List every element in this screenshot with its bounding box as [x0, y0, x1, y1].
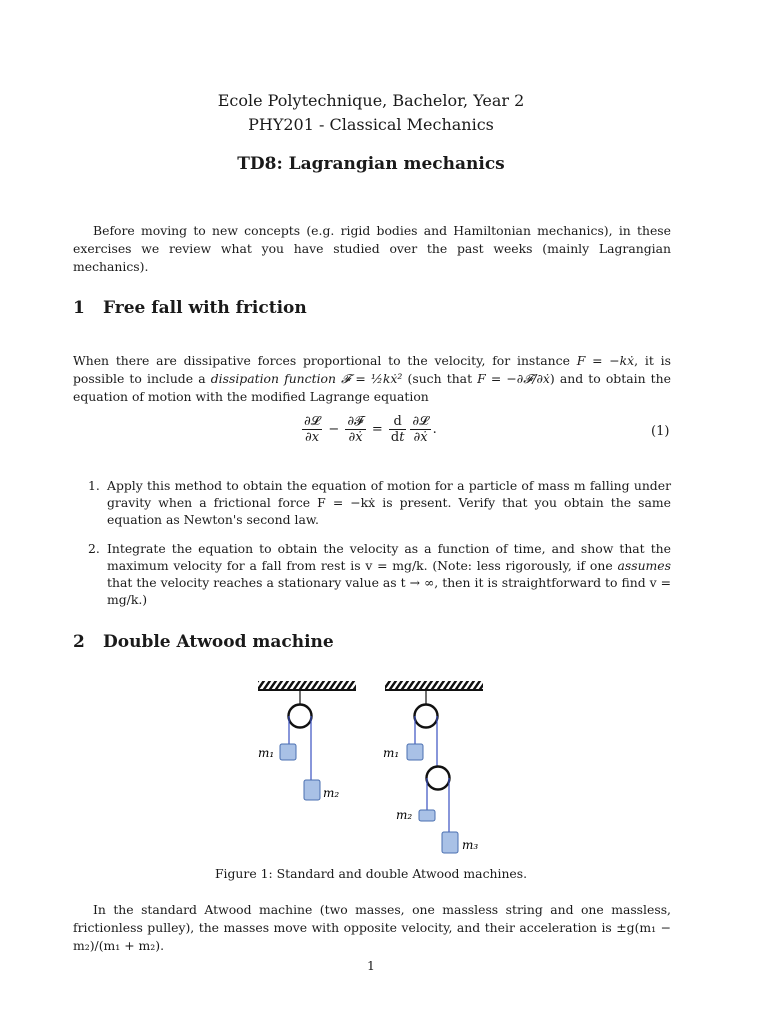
intro-paragraph: Before moving to new concepts (e.g. rigid bodies and Hamiltonian mechanics), in these exercises we review what you have studied over the past weeks (mainly Lagrangian mechanics). — [73, 223, 671, 274]
force-relation: F = −∂𝓕/∂ẋ — [477, 371, 550, 386]
section-1-title: Free fall with friction — [103, 298, 307, 318]
text-run: ) and to obtain the equation of motion with the modified Lagrange equation — [73, 371, 671, 404]
standard-atwood-machine — [258, 681, 356, 800]
pulley — [289, 705, 312, 728]
atwood-figure — [0, 670, 768, 870]
equation-number: (1) — [651, 424, 670, 439]
text-run: (such that — [402, 371, 478, 386]
list-item-number: 1. — [88, 478, 100, 493]
mass-m3 — [442, 832, 458, 853]
text-run: , it is possible to include a — [73, 353, 671, 386]
section-2-paragraph: In the standard Atwood machine (two masses, one massless string and one massless, frictionless pulley), the masses move with opposite velocity, and their acceleration is ±g(m₁ − m₂)/(m₁ + m₂). — [73, 902, 671, 953]
mass-m2 — [419, 810, 435, 821]
force-expression: F = −kẋ — [576, 353, 635, 368]
label-m3: m₃ — [462, 838, 479, 852]
document-header — [0, 90, 742, 138]
text-run: that the velocity reaches a stationary value as t → ∞, then it is straightforward to find v = mg/k.) — [107, 575, 671, 607]
list-item-text — [107, 540, 671, 608]
upper-pulley — [415, 705, 438, 728]
section-2-title: Double Atwood machine — [103, 632, 334, 652]
lagrange-equation: $\frac{\text{∂𝓛}}{\partial x}$ − $\frac{\text{∂𝓕}}{\text{∂ẋ}}$ = $\frac{d}{dt}$ $\frac{\text{∂𝓛}}{\text{∂ẋ}}$ . — [304, 414, 437, 445]
dissipation-term: dissipation function — [210, 371, 336, 386]
list-item — [88, 477, 671, 528]
double-atwood-machine — [383, 681, 483, 853]
label-m2: m₂ — [323, 786, 340, 800]
header-institution: Ecole Polytechnique, Bachelor, Year 2 — [217, 91, 525, 110]
section-1-number: 1 — [73, 298, 85, 318]
dissipation-expression: 𝓕 = ½kẋ² — [341, 371, 403, 386]
ceiling-hatch — [385, 681, 483, 689]
mass-m1 — [407, 744, 423, 760]
section-2-number: 2 — [73, 632, 85, 652]
page-number: 1 — [367, 958, 375, 973]
list-item-text: Apply this method to obtain the equation of motion for a particle of mass m falling under gravity when a frictional force F = −kẋ is present. Verify that you obtain the same equation as Newton's second law. — [107, 478, 671, 527]
list-item-number: 2. — [88, 541, 100, 556]
lower-pulley — [427, 767, 450, 790]
label-m2: m₂ — [396, 808, 413, 822]
label-m1: m₁ — [258, 746, 275, 760]
section-2-heading — [73, 632, 334, 652]
ceiling-hatch — [258, 681, 356, 689]
text-run: When there are dissipative forces proportional to the velocity, for instance — [73, 353, 577, 368]
list-item — [88, 540, 671, 608]
document-title: TD8: Lagrangian mechanics — [237, 154, 505, 174]
emphasis: assumes — [617, 558, 671, 573]
mass-m2 — [304, 780, 320, 800]
mass-m1 — [280, 744, 296, 760]
header-course: PHY201 - Classical Mechanics — [248, 115, 494, 134]
section-1-heading — [73, 298, 307, 318]
section-1-paragraph — [73, 352, 671, 406]
label-m1: m₁ — [383, 746, 400, 760]
text-run: Integrate the equation to obtain the velocity as a function of time, and show that the maximum velocity for a fall from rest is v = mg/k. (Note: less rigorously, if one — [107, 541, 671, 573]
figure-caption: Figure 1: Standard and double Atwood machines. — [214, 866, 528, 881]
